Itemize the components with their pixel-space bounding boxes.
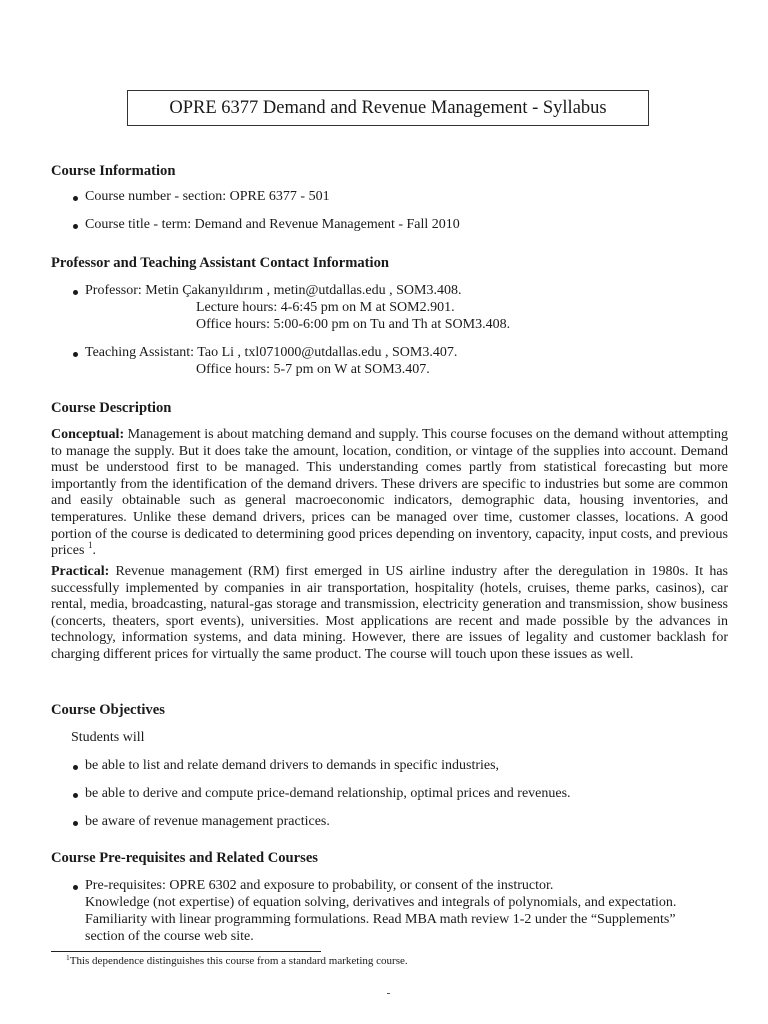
bullet-icon — [73, 352, 78, 357]
heading-course-information: Course Information — [51, 163, 176, 179]
professor-office-hours-line: Office hours: 5:00-6:00 pm on Tu and Th at SOM3.408. — [196, 317, 511, 332]
bullet-icon — [73, 821, 78, 826]
practical-label: Practical: — [51, 564, 110, 579]
footnote-reference: 1 — [87, 540, 93, 551]
footnote — [66, 955, 408, 967]
conceptual-label: Conceptual: — [51, 427, 125, 442]
conceptual-paragraph — [51, 427, 728, 560]
heading-course-description: Course Description — [51, 400, 172, 416]
objective-item: be aware of revenue management practices. — [85, 814, 330, 829]
bullet-icon — [73, 885, 78, 890]
objectives-intro: Students will — [71, 730, 145, 745]
bullet-icon — [73, 224, 78, 229]
prerequisites-line: section of the course web site. — [85, 929, 254, 944]
practical-paragraph — [51, 564, 728, 664]
footnote-text: This dependence distinguishes this course from a standard marketing course. — [69, 955, 408, 967]
heading-prerequisites: Course Pre-requisites and Related Courses — [51, 850, 318, 866]
conceptual-text: Management is about matching demand and supply. This course focuses on the demand without attempting to manage the supply. But it does take the amount, location, condition, or vintage of the supplies into account. Demand must be understood first to be managed. This understanding comes partly from statistical forecasting but more importantly from the identification of the demand drivers. These drivers are specific to industries but some are common and easily obtainable such as general macroeconomic indicators, demographic data, housing inventories, and temperatures. Unlike these demand drivers, prices can be managed over time, customer classes, locations. A good portion of the course is dedicated to determining good prices depending on inventory, capacity, input costs, and previous prices — [51, 427, 728, 559]
lecture-hours-line: Lecture hours: 4-6:45 pm on M at SOM2.901. — [196, 300, 455, 315]
conceptual-end: . — [92, 543, 96, 559]
footnote-divider — [51, 951, 321, 952]
bullet-icon — [73, 793, 78, 798]
page-mark — [387, 993, 390, 994]
heading-contact-information: Professor and Teaching Assistant Contact Information — [51, 255, 389, 271]
course-number-item: Course number - section: OPRE 6377 - 501 — [85, 189, 330, 204]
document-title-box — [127, 90, 649, 126]
heading-course-objectives: Course Objectives — [51, 702, 165, 718]
practical-text: Revenue management (RM) first emerged in US airline industry after the deregulation in 1980s. It has successfully implemented by companies in air transportation, hospitality (hotels, cruises, theme parks, casinos), car rental, media, broadcasting, natural-gas storage and transmission, electricity generation and transmission, show business (concerts, theaters, sport events), universities. Most applications are recent and made possible by the advances in technology, information systems, and data mining. However, there are issues of legality and customer backlash for charging different prices for virtually the same product. The course will touch upon these issues as well. — [51, 564, 728, 662]
prerequisites-line: Knowledge (not expertise) of equation solving, derivatives and integrals of polynomials, and expectation. — [85, 895, 677, 910]
bullet-icon — [73, 765, 78, 770]
prerequisites-line: Pre-requisites: OPRE 6302 and exposure to probability, or consent of the instructor. — [85, 878, 554, 893]
bullet-icon — [73, 290, 78, 295]
course-title-item: Course title - term: Demand and Revenue Management - Fall 2010 — [85, 217, 460, 232]
bullet-icon — [73, 196, 78, 201]
professor-line: Professor: Metin Çakanyıldırım , metin@utdallas.edu , SOM3.408. — [85, 283, 462, 298]
ta-office-hours-line: Office hours: 5-7 pm on W at SOM3.407. — [196, 362, 430, 377]
footnote-mark: 1 — [66, 953, 70, 962]
ta-line: Teaching Assistant: Tao Li , txl071000@utdallas.edu , SOM3.407. — [85, 345, 458, 360]
objective-item: be able to derive and compute price-demand relationship, optimal prices and revenues. — [85, 786, 571, 801]
prerequisites-line: Familiarity with linear programming formulations. Read MBA math review 1-2 under the “Supplements” — [85, 912, 676, 927]
document-title: OPRE 6377 Demand and Revenue Management - Syllabus — [169, 97, 607, 118]
objective-item: be able to list and relate demand drivers to demands in specific industries, — [85, 758, 500, 773]
